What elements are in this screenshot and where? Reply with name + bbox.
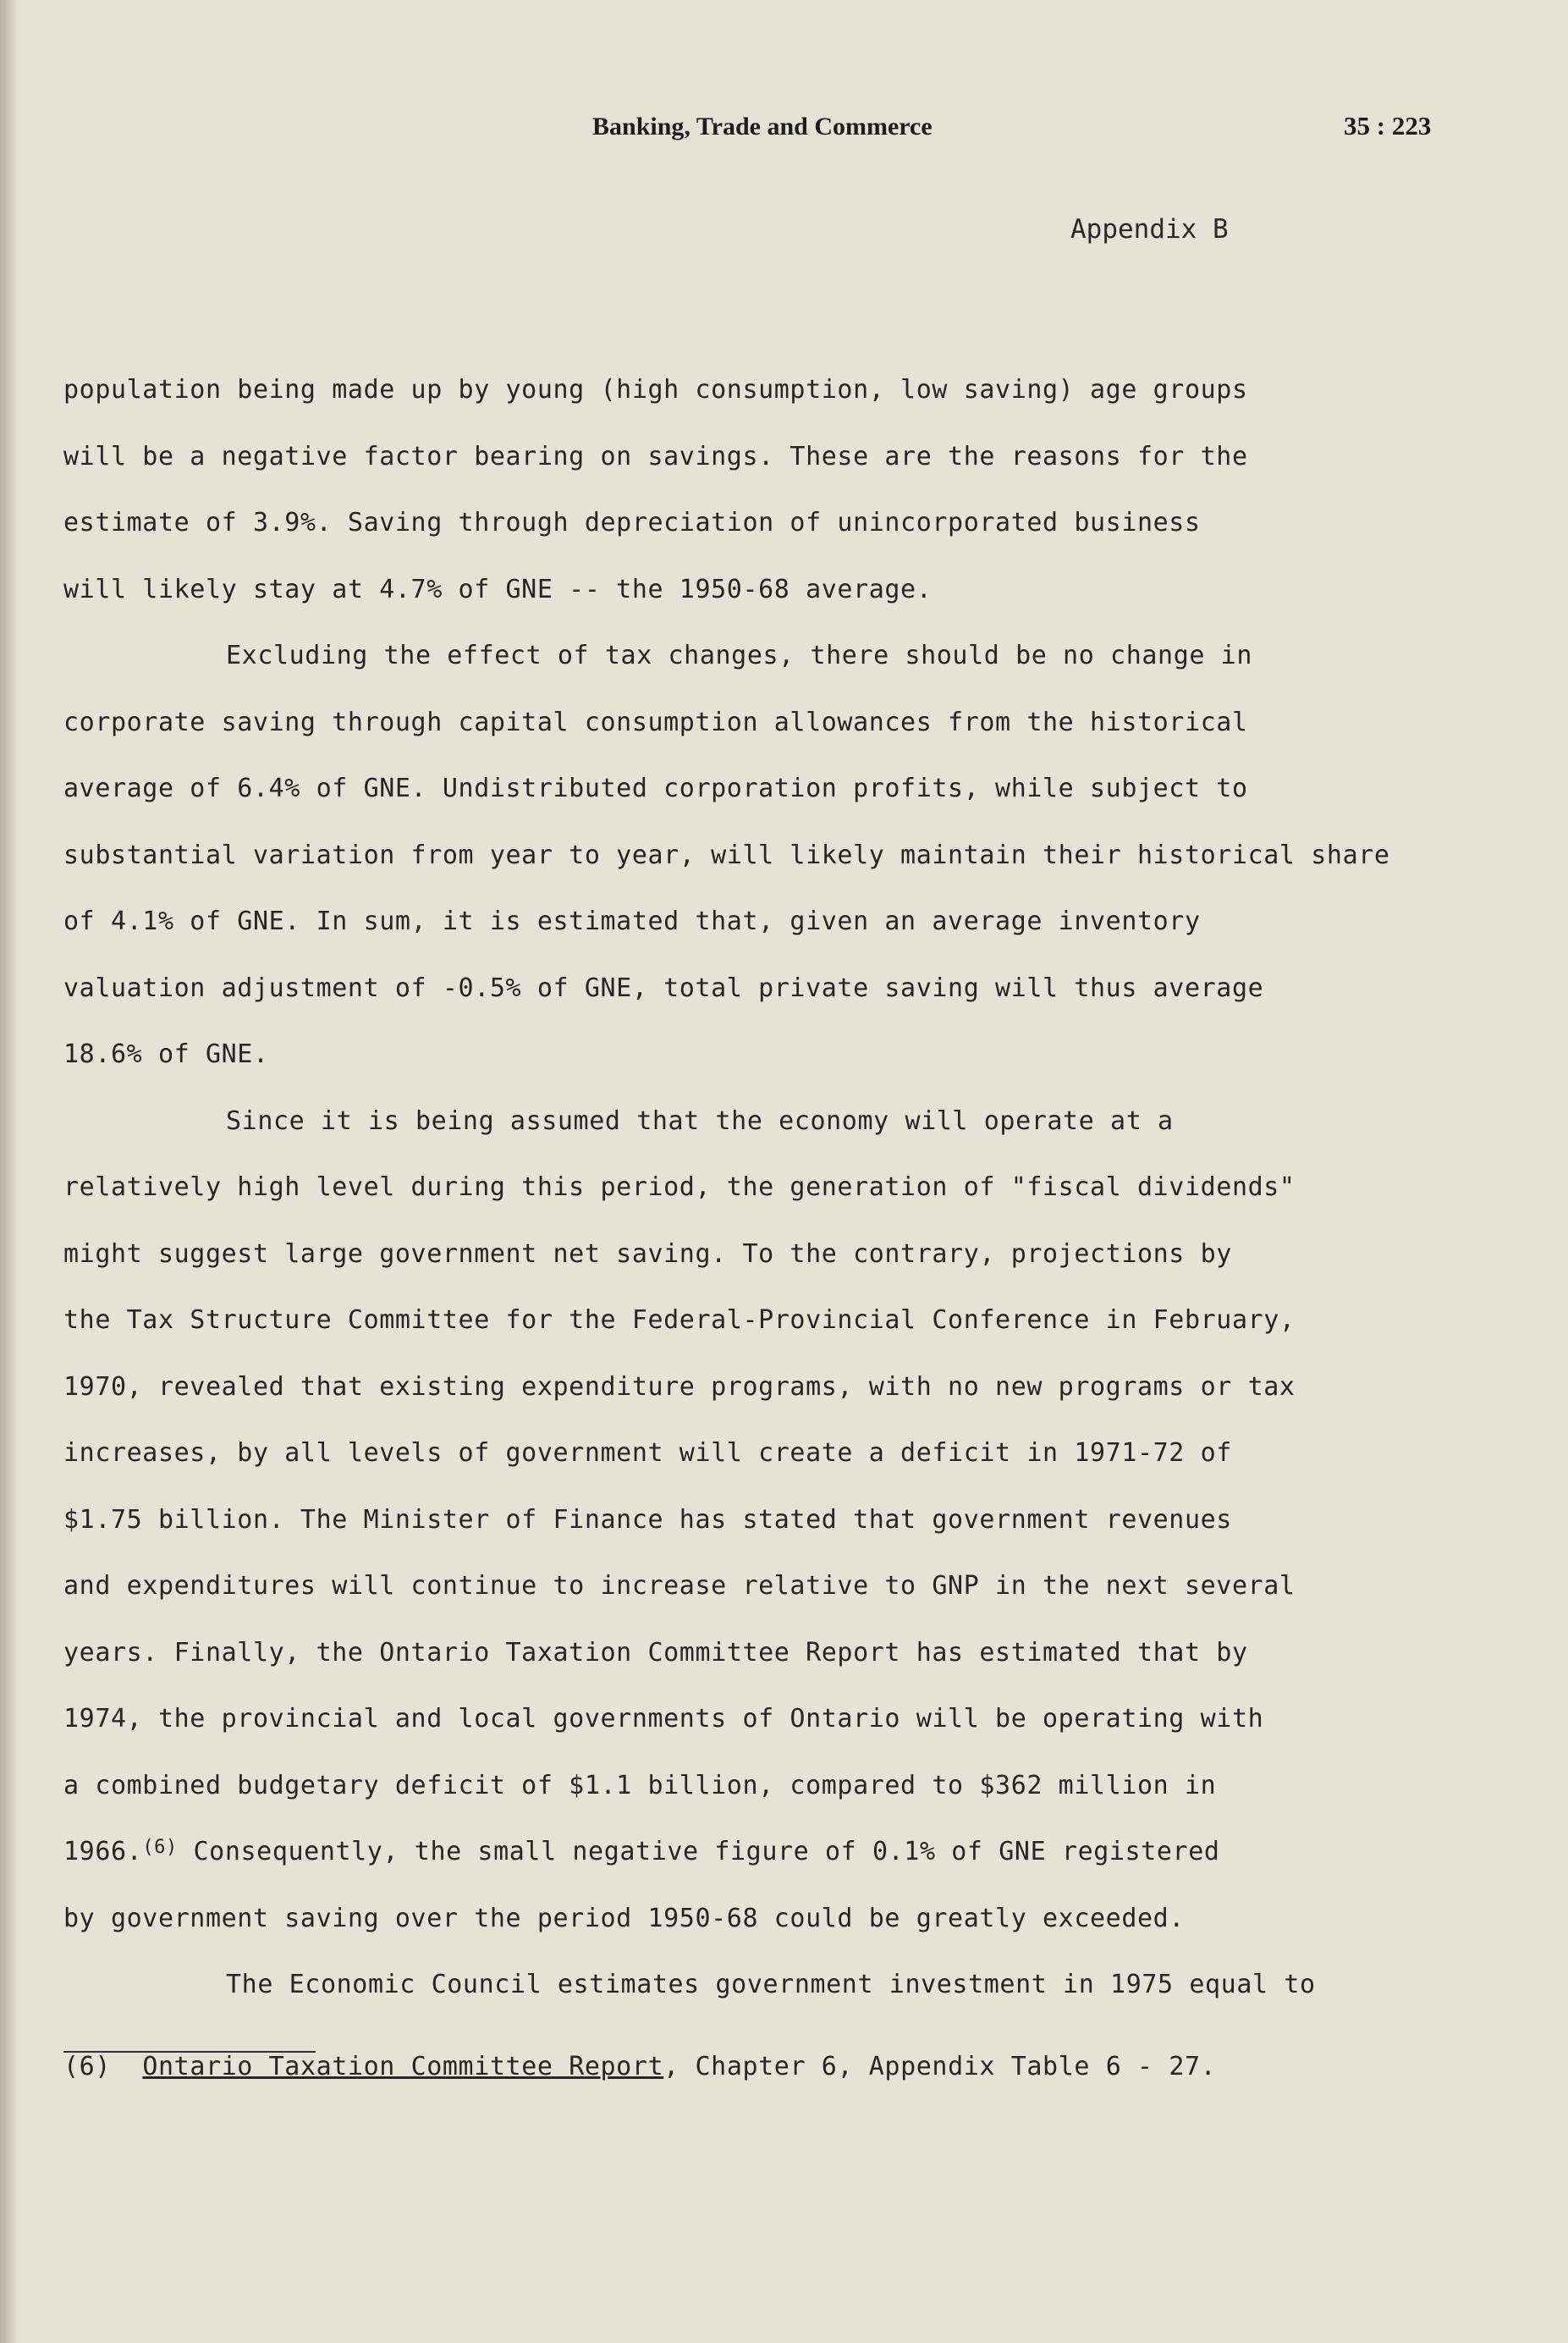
- text-line: estimate of 3.9%. Saving through depreciation of unincorporated business: [63, 508, 1201, 538]
- text-line: might suggest large government net saving. To the contrary, projections by: [63, 1238, 1232, 1269]
- text-line: will likely stay at 4.7% of GNE -- the 1950-68 average.: [63, 574, 933, 604]
- text-line: of 4.1% of GNE. In sum, it is estimated that, given an average inventory: [63, 907, 1201, 936]
- text-line: corporate saving through capital consumption allowances from the historical: [63, 707, 1248, 737]
- text-line: 1970, revealed that existing expenditure programs, with no new programs or tax: [63, 1371, 1296, 1402]
- text-line-with-footnote-ref: [63, 1819, 1460, 1886]
- text-line: relatively high level during this period, the generation of "fiscal dividends": [63, 1172, 1296, 1202]
- line-start-text: 1966.: [63, 1837, 143, 1866]
- text-line: by government saving over the period 1950-68 could be greatly exceeded.: [63, 1903, 1185, 1933]
- text-line: increases, by all levels of government will create a deficit in 1971-72 of: [63, 1438, 1232, 1468]
- footnote-reference: (6): [142, 1837, 178, 1858]
- text-line: years. Finally, the Ontario Taxation Committee Report has estimated that by: [63, 1637, 1248, 1668]
- appendix-label: Appendix B: [1070, 214, 1229, 245]
- text-line: the Tax Structure Committee for the Federal-Provincial Conference in February,: [63, 1305, 1296, 1335]
- body-text: [63, 357, 1460, 2019]
- page-binding-edge: [0, 0, 19, 2343]
- line-end-text: Consequently, the small negative figure of 0.1% of GNE registered: [177, 1837, 1220, 1866]
- text-line: a combined budgetary deficit of $1.1 billion, compared to $362 million in: [63, 1770, 1217, 1800]
- footnote-source-title: Ontario Taxation Committee Report: [142, 2052, 664, 2081]
- paragraph-first-line: Since it is being assumed that the economy will operate at a: [226, 1105, 1174, 1136]
- text-line: 1974, the provincial and local governments of Ontario will be operating with: [63, 1704, 1264, 1734]
- text-line: and expenditures will continue to increase relative to GNP in the next several: [63, 1571, 1296, 1601]
- text-line: 18.6% of GNE.: [63, 1039, 269, 1069]
- text-line: substantial variation from year to year, will likely maintain their historical share: [63, 840, 1390, 870]
- footnote-source-detail: , Chapter 6, Appendix Table 6 - 27.: [663, 2052, 1217, 2081]
- footnote: [63, 2052, 1216, 2081]
- paragraph-first-line: Excluding the effect of tax changes, there should be no change in: [226, 641, 1252, 670]
- page-number: 35 : 223: [1344, 111, 1432, 141]
- paragraph-first-line: The Economic Council estimates government investment in 1975 equal to: [226, 1970, 1316, 1999]
- text-line: will be a negative factor bearing on savings. These are the reasons for the: [63, 441, 1248, 471]
- text-line: average of 6.4% of GNE. Undistributed corporation profits, while subject to: [63, 774, 1248, 803]
- text-line: $1.75 billion. The Minister of Finance has stated that government revenues: [63, 1504, 1232, 1535]
- footnote-marker: (6): [63, 2052, 111, 2081]
- text-line: population being made up by young (high consumption, low saving) age groups: [63, 375, 1248, 405]
- text-line: valuation adjustment of -0.5% of GNE, total private saving will thus average: [63, 973, 1264, 1003]
- running-head: Banking, Trade and Commerce: [592, 113, 933, 141]
